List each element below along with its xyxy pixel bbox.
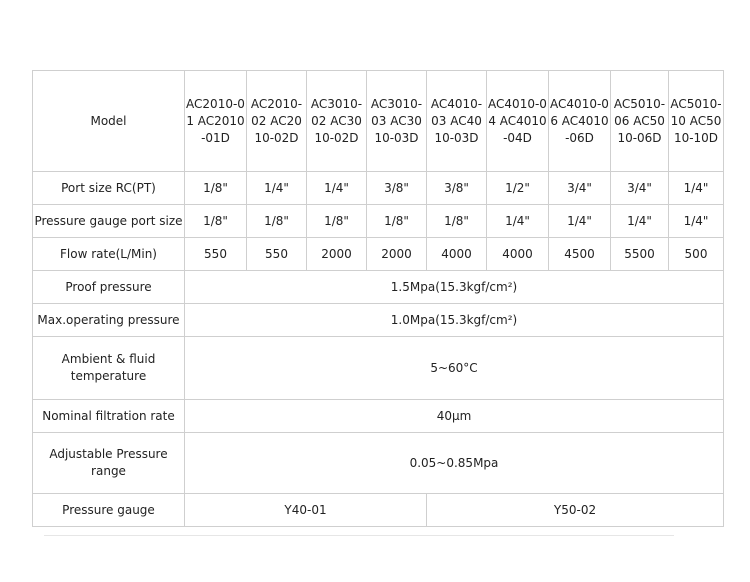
flow-rate-value: 550 [247,238,307,271]
model-name: AC4010-03 AC4010-03D [427,71,487,172]
flow-rate-value: 5500 [611,238,669,271]
model-name: AC3010-02 AC3010-02D [307,71,367,172]
model-name: AC5010-06 AC5010-06D [611,71,669,172]
adjustable-range-row [33,433,724,494]
bottom-divider [44,535,674,536]
model-name: AC2010-01 AC2010-01D [185,71,247,172]
gauge-port-size-label: Pressure gauge port size [33,205,185,238]
port-size-value: 1/2" [487,172,549,205]
proof-pressure-value: 1.5Mpa(15.3kgf/cm²) [185,271,724,304]
port-size-value: 1/8" [185,172,247,205]
port-size-value: 3/4" [549,172,611,205]
proof-pressure-row [33,271,724,304]
flow-rate-value: 550 [185,238,247,271]
pressure-gauge-value-b: Y50-02 [427,494,724,527]
spec-table [32,70,724,527]
max-operating-pressure-row [33,304,724,337]
model-label: Model [33,71,185,172]
proof-pressure-label: Proof pressure [33,271,185,304]
filtration-label: Nominal filtration rate [33,400,185,433]
flow-rate-value: 4000 [427,238,487,271]
flow-rate-value: 2000 [367,238,427,271]
port-size-value: 3/8" [367,172,427,205]
port-size-value: 1/4" [247,172,307,205]
port-size-label: Port size RC(PT) [33,172,185,205]
adjustable-range-value: 0.05~0.85Mpa [185,433,724,494]
gauge-port-size-value: 1/4" [549,205,611,238]
port-size-value: 1/4" [669,172,724,205]
gauge-port-size-value: 1/4" [669,205,724,238]
temperature-row [33,337,724,400]
port-size-value: 1/4" [307,172,367,205]
flow-rate-row [33,238,724,271]
temperature-value: 5~60°C [185,337,724,400]
model-name: AC4010-06 AC4010-06D [549,71,611,172]
gauge-port-size-row [33,205,724,238]
model-name: AC2010-02 AC2010-02D [247,71,307,172]
pressure-gauge-label: Pressure gauge [33,494,185,527]
gauge-port-size-value: 1/8" [185,205,247,238]
model-name: AC5010-10 AC5010-10D [669,71,724,172]
port-size-value: 3/8" [427,172,487,205]
flow-rate-label: Flow rate(L/Min) [33,238,185,271]
model-row [33,71,724,172]
filtration-row [33,400,724,433]
gauge-port-size-value: 1/8" [367,205,427,238]
port-size-value: 3/4" [611,172,669,205]
pressure-gauge-row [33,494,724,527]
flow-rate-value: 500 [669,238,724,271]
flow-rate-value: 4500 [549,238,611,271]
gauge-port-size-value: 1/8" [427,205,487,238]
gauge-port-size-value: 1/8" [247,205,307,238]
model-name: AC3010-03 AC3010-03D [367,71,427,172]
gauge-port-size-value: 1/4" [611,205,669,238]
pressure-gauge-value-a: Y40-01 [185,494,427,527]
flow-rate-value: 2000 [307,238,367,271]
model-name: AC4010-04 AC4010-04D [487,71,549,172]
gauge-port-size-value: 1/8" [307,205,367,238]
port-size-row [33,172,724,205]
max-operating-pressure-value: 1.0Mpa(15.3kgf/cm²) [185,304,724,337]
filtration-value: 40μm [185,400,724,433]
flow-rate-value: 4000 [487,238,549,271]
max-operating-pressure-label: Max.operating pressure [33,304,185,337]
gauge-port-size-value: 1/4" [487,205,549,238]
temperature-label: Ambient & fluid temperature [33,337,185,400]
adjustable-range-label: Adjustable Pressure range [33,433,185,494]
